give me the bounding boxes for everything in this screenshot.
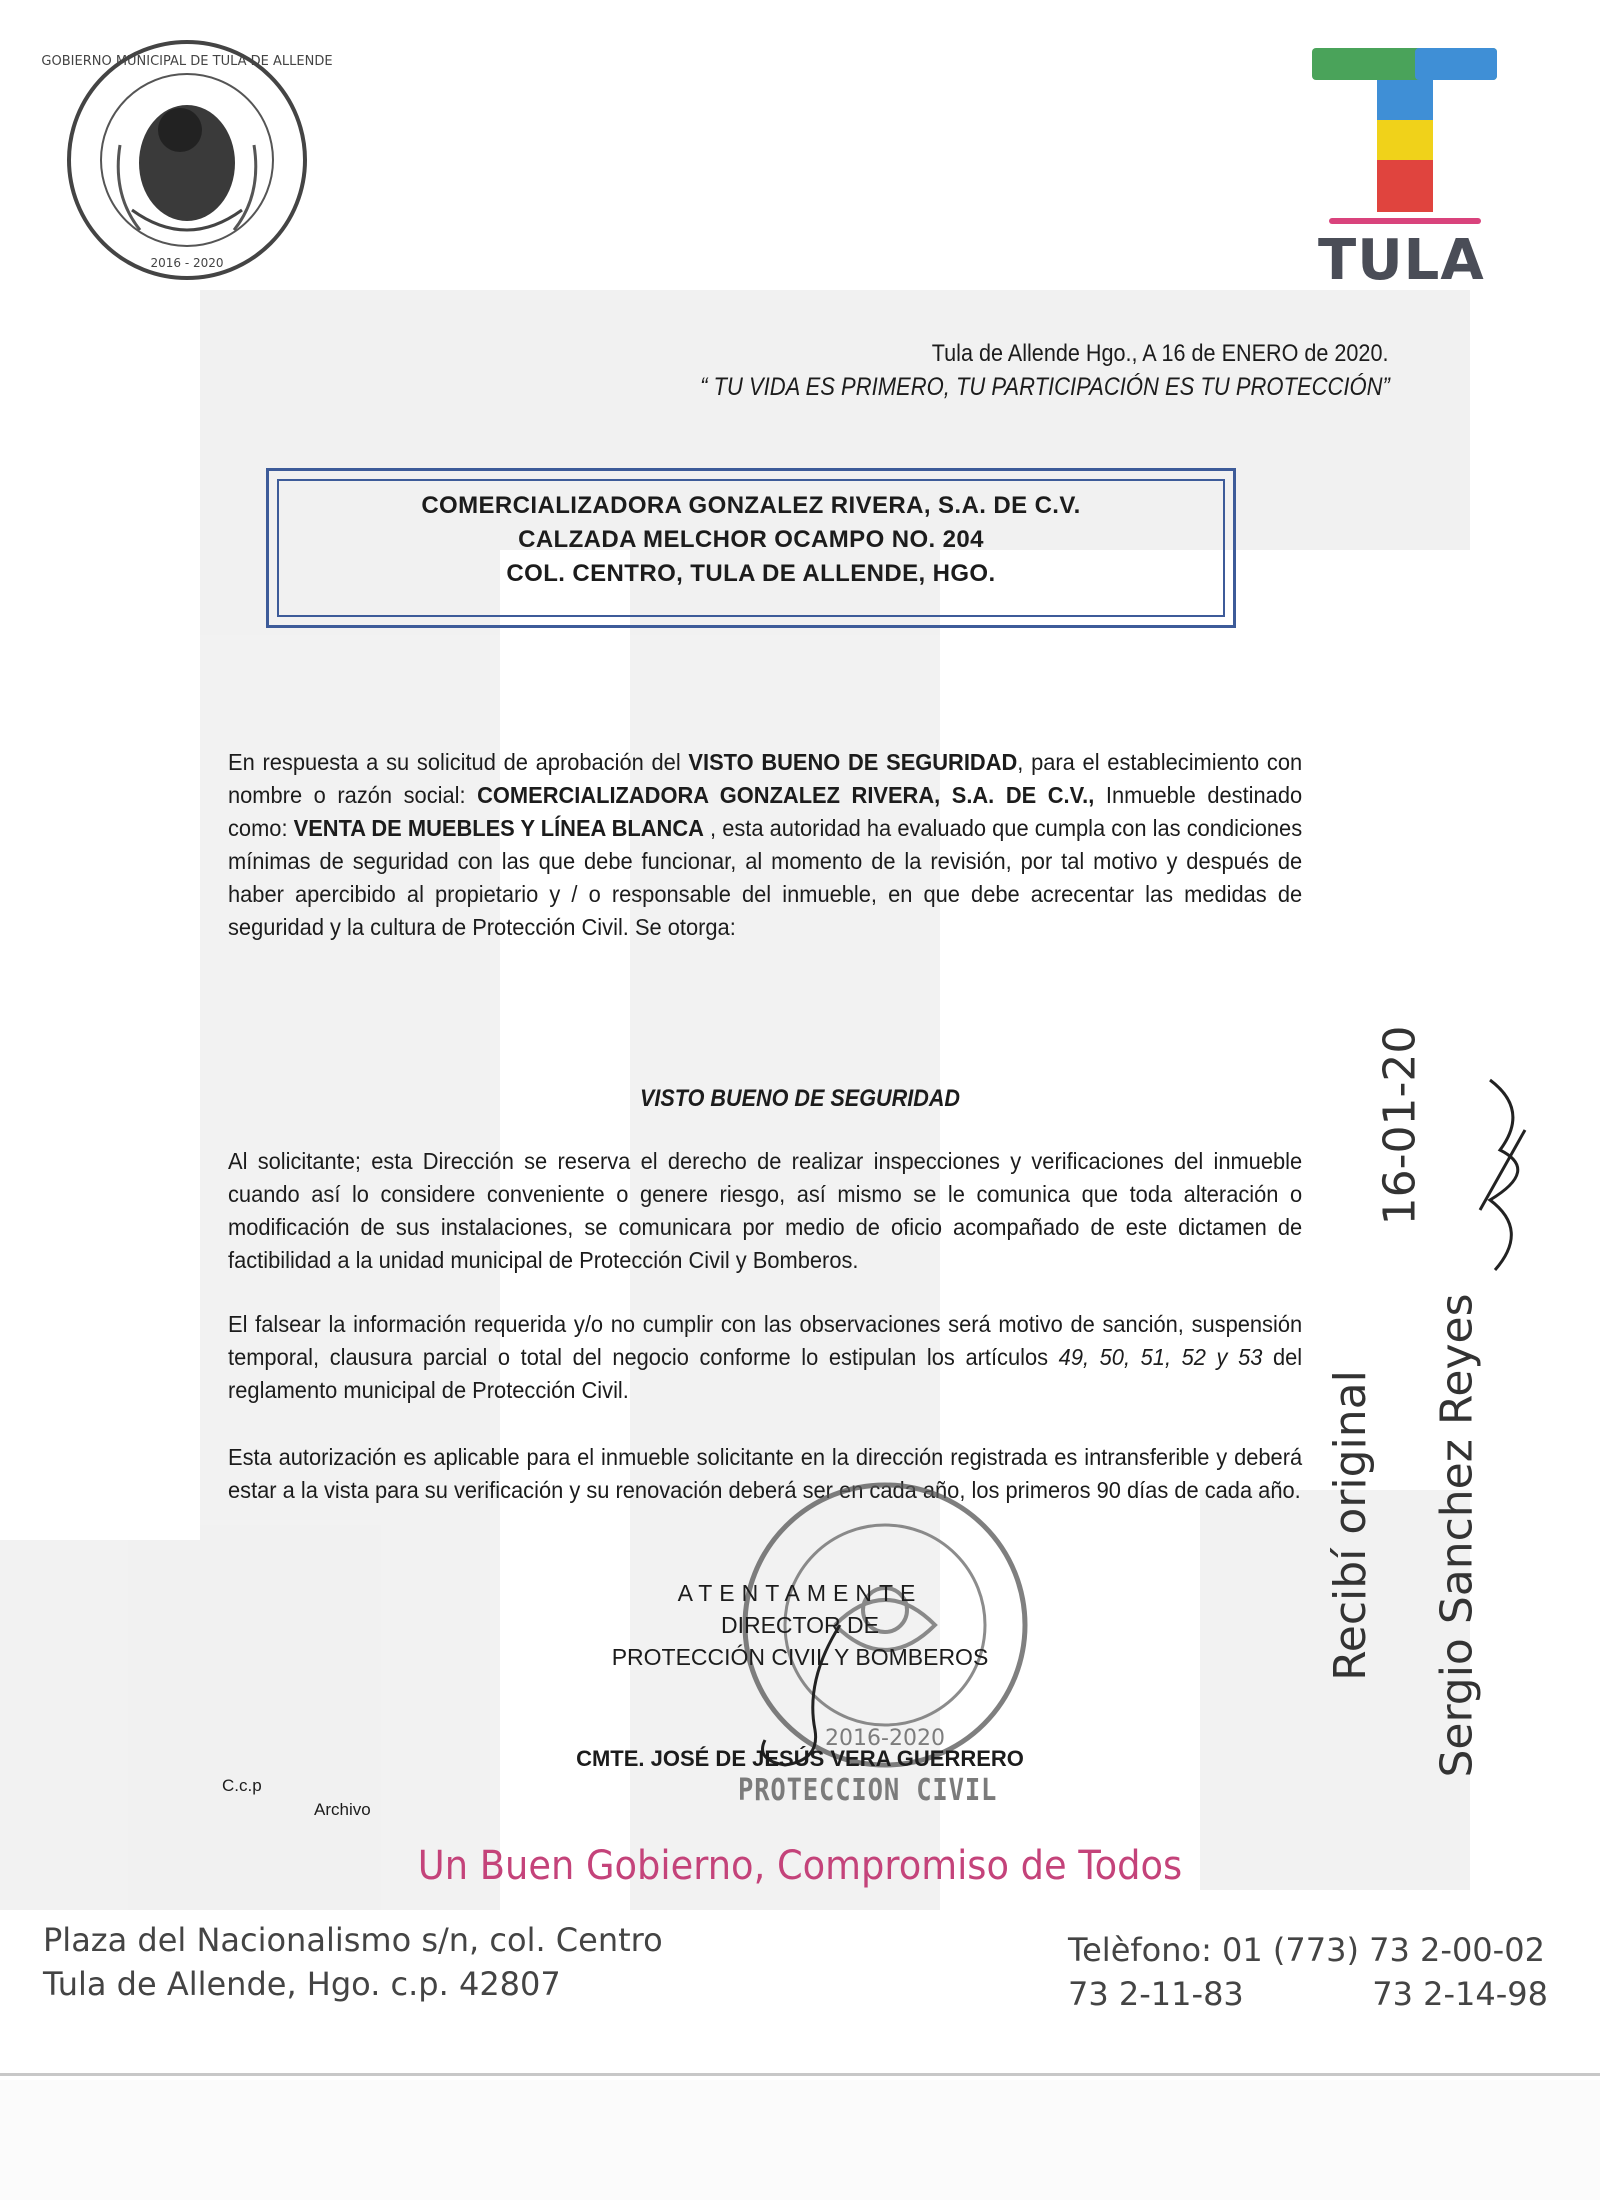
phone-3: 73 2-14-98 xyxy=(1372,1975,1548,2013)
phone-2: 73 2-11-83 xyxy=(1068,1975,1244,2013)
p3-text-a: El falsear la información requerida y/o no cumplir con las observaciones será motivo de sanción, suspensión temporal, clausura parcial o total del negocio conforme lo estipulan los artículos xyxy=(228,1311,1303,1370)
paragraph-sanctions xyxy=(228,1308,1302,1407)
footer-slogan: Un Buen Gobierno, Compromiso de Todos xyxy=(417,1843,1183,1889)
motto: “ TU VIDA ES PRIMERO, TU PARTICIPACIÓN ES TU PROTECCIÓN” xyxy=(700,373,1390,401)
p1-text-g: , esta autoridad ha evaluado que cumpla con las condiciones mínimas de seguridad con las que debe funcionar, al momento de la revisión, por tal motivo y después de haber apercibido al propietario y / o responsable del inmueble, en que debe acrecentar las medidas de seguridad y la cultura de Protección Civil. Se otorga: xyxy=(228,815,1303,940)
scan-margin xyxy=(0,2080,1600,2200)
paragraph-request xyxy=(228,746,1302,944)
recipient-box xyxy=(266,468,1236,628)
p3-text-c: del reglamento municipal de Protección Civil. xyxy=(228,1344,1303,1403)
handwritten-date: 16-01-20 xyxy=(1374,1025,1426,1226)
ccp-label: C.c.p xyxy=(222,1776,262,1795)
proteccion-civil-stamp: PROTECCION CIVIL xyxy=(738,1773,998,1808)
archivo-label: Archivo xyxy=(314,1800,371,1819)
logo-wordmark: TULA xyxy=(1318,228,1485,293)
p1-bold-visto: VISTO BUENO DE SEGURIDAD xyxy=(688,749,1018,775)
p3-articles: 49, 50, 51, 52 y 53 xyxy=(1058,1344,1263,1370)
handwritten-signature xyxy=(1470,1070,1550,1290)
scan-edge xyxy=(0,2073,1600,2076)
address-line-2: Tula de Allende, Hgo. c.p. 42807 xyxy=(43,1965,561,2003)
handwritten-name: Sergio Sanchez Reyes xyxy=(1431,1293,1483,1778)
closing: ATENTAMENTE xyxy=(677,1580,923,1606)
svg-text:2016-2020: 2016-2020 xyxy=(825,1726,945,1751)
paragraph-validity: Esta autorización es aplicable para el inmueble solicitante en la dirección registrada es intransferible y deberá estar a la vista para su verificación y su renovación deberá ser en cada año, los primeros 90 días de cada año. xyxy=(228,1444,1303,1503)
signer-role-2: PROTECCIÓN CIVIL Y BOMBEROS xyxy=(611,1644,989,1670)
p1-bold-company: COMERCIALIZADORA GONZALEZ RIVERA, S.A. DE C.V., xyxy=(477,782,1095,808)
footer-phones xyxy=(1068,1928,1548,2016)
p1-bold-use: VENTA DE MUEBLES Y LÍNEA BLANCA xyxy=(293,815,704,841)
svg-text:GOBIERNO MUNICIPAL DE TULA DE: GOBIERNO MUNICIPAL DE TULA DE ALLENDE xyxy=(41,54,333,69)
p1-text-c: , para el establecimiento con nombre o razón social: xyxy=(228,749,1303,808)
address-line-1: Plaza del Nacionalismo s/n, col. Centro xyxy=(43,1921,663,1959)
recipient-name: COMERCIALIZADORA GONZALEZ RIVERA, S.A. DE C.V. xyxy=(421,492,1081,519)
handwritten-received: Recibí original xyxy=(1324,1370,1376,1681)
signer-name: CMTE. JOSÉ DE JESÚS VERA GUERRERO xyxy=(576,1746,1024,1771)
recipient-street: CALZADA MELCHOR OCAMPO NO. 204 xyxy=(518,526,984,553)
phone-row-2 xyxy=(1068,1972,1548,2016)
svg-text:2016 - 2020: 2016 - 2020 xyxy=(150,256,224,270)
recipient-lines xyxy=(269,489,1233,591)
paragraph-inspections: Al solicitante; esta Dirección se reserva el derecho de realizar inspecciones y verificaciones del inmueble cuando así lo considere conveniente o genere riesgo, así mismo se le comunica que toda alteración o modificación de sus instalaciones, se comunicara por medio de oficio acompañado de este dictamen de factibilidad a la unidad municipal de Protección Civil y Bomberos. xyxy=(228,1148,1303,1273)
footer-address xyxy=(43,1918,663,2006)
section-title: VISTO BUENO DE SEGURIDAD xyxy=(639,1085,961,1112)
recipient-city: COL. CENTRO, TULA DE ALLENDE, HGO. xyxy=(506,560,996,587)
p1-text-a: En respuesta a su solicitud de aprobación del xyxy=(228,749,689,775)
date-line: Tula de Allende Hgo., A 16 de ENERO de 2020. xyxy=(931,340,1388,367)
p1-text-e: Inmueble destinado como: xyxy=(228,782,1303,841)
phone-line-1: Telèfono: 01 (773) 73 2-00-02 xyxy=(1068,1931,1545,1969)
signer-role-1: DIRECTOR DE xyxy=(720,1612,880,1638)
municipal-seal xyxy=(41,35,333,285)
